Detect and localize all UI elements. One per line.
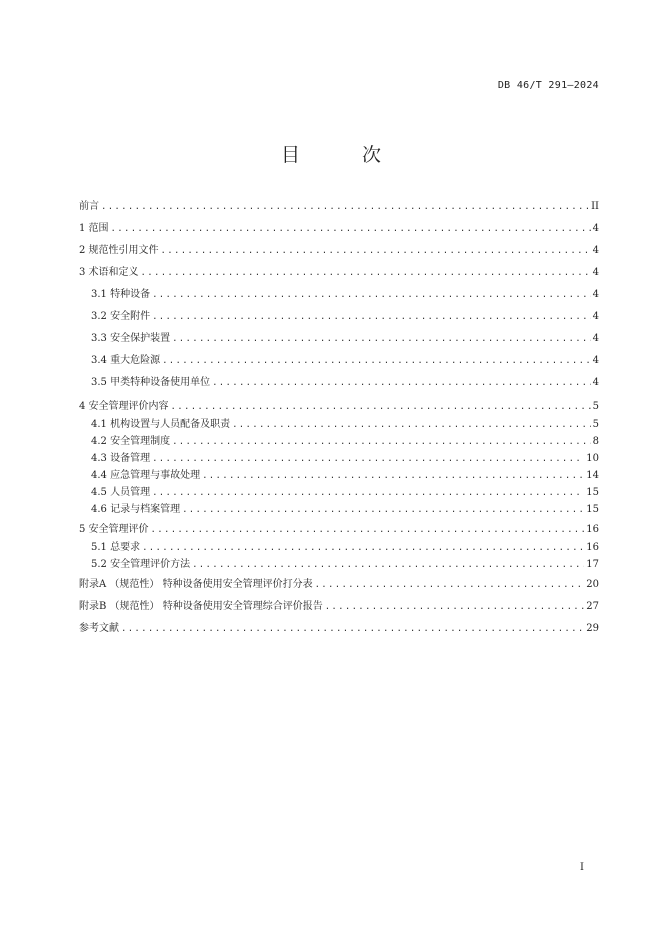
toc-entry-label: 3.5 甲类特种设备使用单位 bbox=[91, 377, 211, 388]
toc-entry-3-4[interactable] bbox=[91, 354, 599, 368]
leader-dots bbox=[151, 523, 585, 537]
leader-dots bbox=[232, 418, 591, 432]
toc-entry-page: 4 bbox=[592, 355, 599, 366]
toc-entry-page: 5 bbox=[592, 419, 599, 430]
leader-dots bbox=[121, 622, 584, 636]
toc-entry-label: 4.6 记录与档案管理 bbox=[91, 504, 181, 515]
toc-entry-appendix-a[interactable] bbox=[79, 578, 599, 592]
toc-entry-scope[interactable] bbox=[79, 222, 599, 236]
toc-entry-label: 3.3 安全保护装置 bbox=[91, 333, 171, 344]
page-title: 目 次 bbox=[280, 144, 410, 166]
toc-entry-label: 4.4 应急管理与事故处理 bbox=[91, 470, 201, 481]
leader-dots bbox=[152, 486, 584, 500]
toc-entry-page: 10 bbox=[586, 453, 599, 464]
toc-entry-label: 5 安全管理评价 bbox=[79, 524, 149, 535]
toc-entry-3-1[interactable] bbox=[91, 288, 599, 302]
leader-dots bbox=[172, 332, 591, 346]
toc-entry-label: 4.2 安全管理制度 bbox=[91, 436, 171, 447]
toc-entry-3-2[interactable] bbox=[91, 310, 599, 324]
leader-dots bbox=[101, 200, 589, 214]
leader-dots bbox=[152, 288, 591, 302]
toc-entry-page: 4 bbox=[592, 267, 599, 278]
leader-dots bbox=[141, 266, 591, 280]
leader-dots bbox=[182, 503, 584, 517]
leader-dots bbox=[111, 222, 591, 236]
toc-entry-label: 3.1 特种设备 bbox=[91, 289, 151, 300]
toc-entry-page: 17 bbox=[586, 559, 599, 570]
toc-entry-5-2[interactable] bbox=[91, 558, 599, 572]
document-code: DB 46/T 291—2024 bbox=[497, 80, 599, 91]
leader-dots bbox=[152, 310, 591, 324]
toc-entry-label: 2 规范性引用文件 bbox=[79, 245, 159, 256]
toc-entry-label: 4.5 人员管理 bbox=[91, 487, 151, 498]
toc-entry-4-6[interactable] bbox=[91, 503, 599, 517]
toc-entry-label: 5.2 安全管理评价方法 bbox=[91, 559, 191, 570]
toc-entry-page: 29 bbox=[586, 623, 599, 634]
toc-entry-bibliography[interactable] bbox=[79, 622, 599, 636]
toc-entry-label: 4 安全管理评价内容 bbox=[79, 401, 169, 412]
toc-entry-4-1[interactable] bbox=[91, 418, 599, 432]
leader-dots bbox=[152, 452, 584, 466]
toc-entry-label: 1 范围 bbox=[79, 223, 109, 234]
leader-dots bbox=[325, 600, 585, 614]
toc-entry-terms-definitions[interactable] bbox=[79, 266, 599, 280]
toc-entry-section-5[interactable] bbox=[79, 523, 599, 537]
toc-entry-4-5[interactable] bbox=[91, 486, 599, 500]
toc-entry-label: 4.3 设备管理 bbox=[91, 453, 151, 464]
toc-entry-label: 前言 bbox=[79, 201, 99, 212]
toc-entry-label: 附录B （规范性） 特种设备使用安全管理综合评价报告 bbox=[79, 601, 323, 612]
toc-entry-3-5[interactable] bbox=[91, 376, 599, 390]
leader-dots bbox=[212, 376, 591, 390]
toc-entry-page: 27 bbox=[586, 601, 599, 612]
toc-entry-page: II bbox=[591, 201, 599, 212]
toc-entry-page: 20 bbox=[586, 579, 599, 590]
toc-entry-page: 15 bbox=[586, 487, 599, 498]
toc-entry-appendix-b[interactable] bbox=[79, 600, 599, 614]
toc-entry-label: 4.1 机构设置与人员配备及职责 bbox=[91, 419, 231, 430]
toc-entry-page: 15 bbox=[586, 504, 599, 515]
toc-entry-label: 参考文献 bbox=[79, 623, 119, 634]
toc-entry-label: 附录A （规范性） 特种设备使用安全管理评价打分表 bbox=[79, 579, 313, 590]
toc-entry-page: 4 bbox=[592, 223, 599, 234]
toc-entry-page: 4 bbox=[592, 333, 599, 344]
leader-dots bbox=[171, 400, 591, 414]
leader-dots bbox=[161, 244, 591, 258]
leader-dots bbox=[172, 435, 591, 449]
leader-dots bbox=[142, 541, 584, 555]
leader-dots bbox=[192, 558, 584, 572]
toc-entry-page: 5 bbox=[592, 401, 599, 412]
toc-entry-page: 16 bbox=[586, 542, 599, 553]
toc-entry-page: 4 bbox=[592, 311, 599, 322]
toc-entry-4-2[interactable] bbox=[91, 435, 599, 449]
leader-dots bbox=[162, 354, 591, 368]
toc-entry-label: 3 术语和定义 bbox=[79, 267, 139, 278]
toc-entry-section-4[interactable] bbox=[79, 400, 599, 414]
toc-entry-4-4[interactable] bbox=[91, 469, 599, 483]
toc-entry-page: 8 bbox=[592, 436, 599, 447]
toc-entry-label: 5.1 总要求 bbox=[91, 542, 141, 553]
leader-dots bbox=[315, 578, 585, 592]
toc-entry-page: 4 bbox=[592, 377, 599, 388]
toc-entry-3-3[interactable] bbox=[91, 332, 599, 346]
toc-entry-normative-references[interactable] bbox=[79, 244, 599, 258]
page-number: I bbox=[580, 862, 584, 873]
leader-dots bbox=[202, 469, 584, 483]
toc-entry-page: 4 bbox=[592, 245, 599, 256]
toc-entry-page: 16 bbox=[586, 524, 599, 535]
toc-entry-label: 3.2 安全附件 bbox=[91, 311, 151, 322]
toc-entry-label: 3.4 重大危险源 bbox=[91, 355, 161, 366]
toc-entry-foreword[interactable] bbox=[79, 200, 599, 214]
toc-entry-page: 4 bbox=[592, 289, 599, 300]
toc-entry-4-3[interactable] bbox=[91, 452, 599, 466]
toc-entry-5-1[interactable] bbox=[91, 541, 599, 555]
toc-entry-page: 14 bbox=[586, 470, 599, 481]
